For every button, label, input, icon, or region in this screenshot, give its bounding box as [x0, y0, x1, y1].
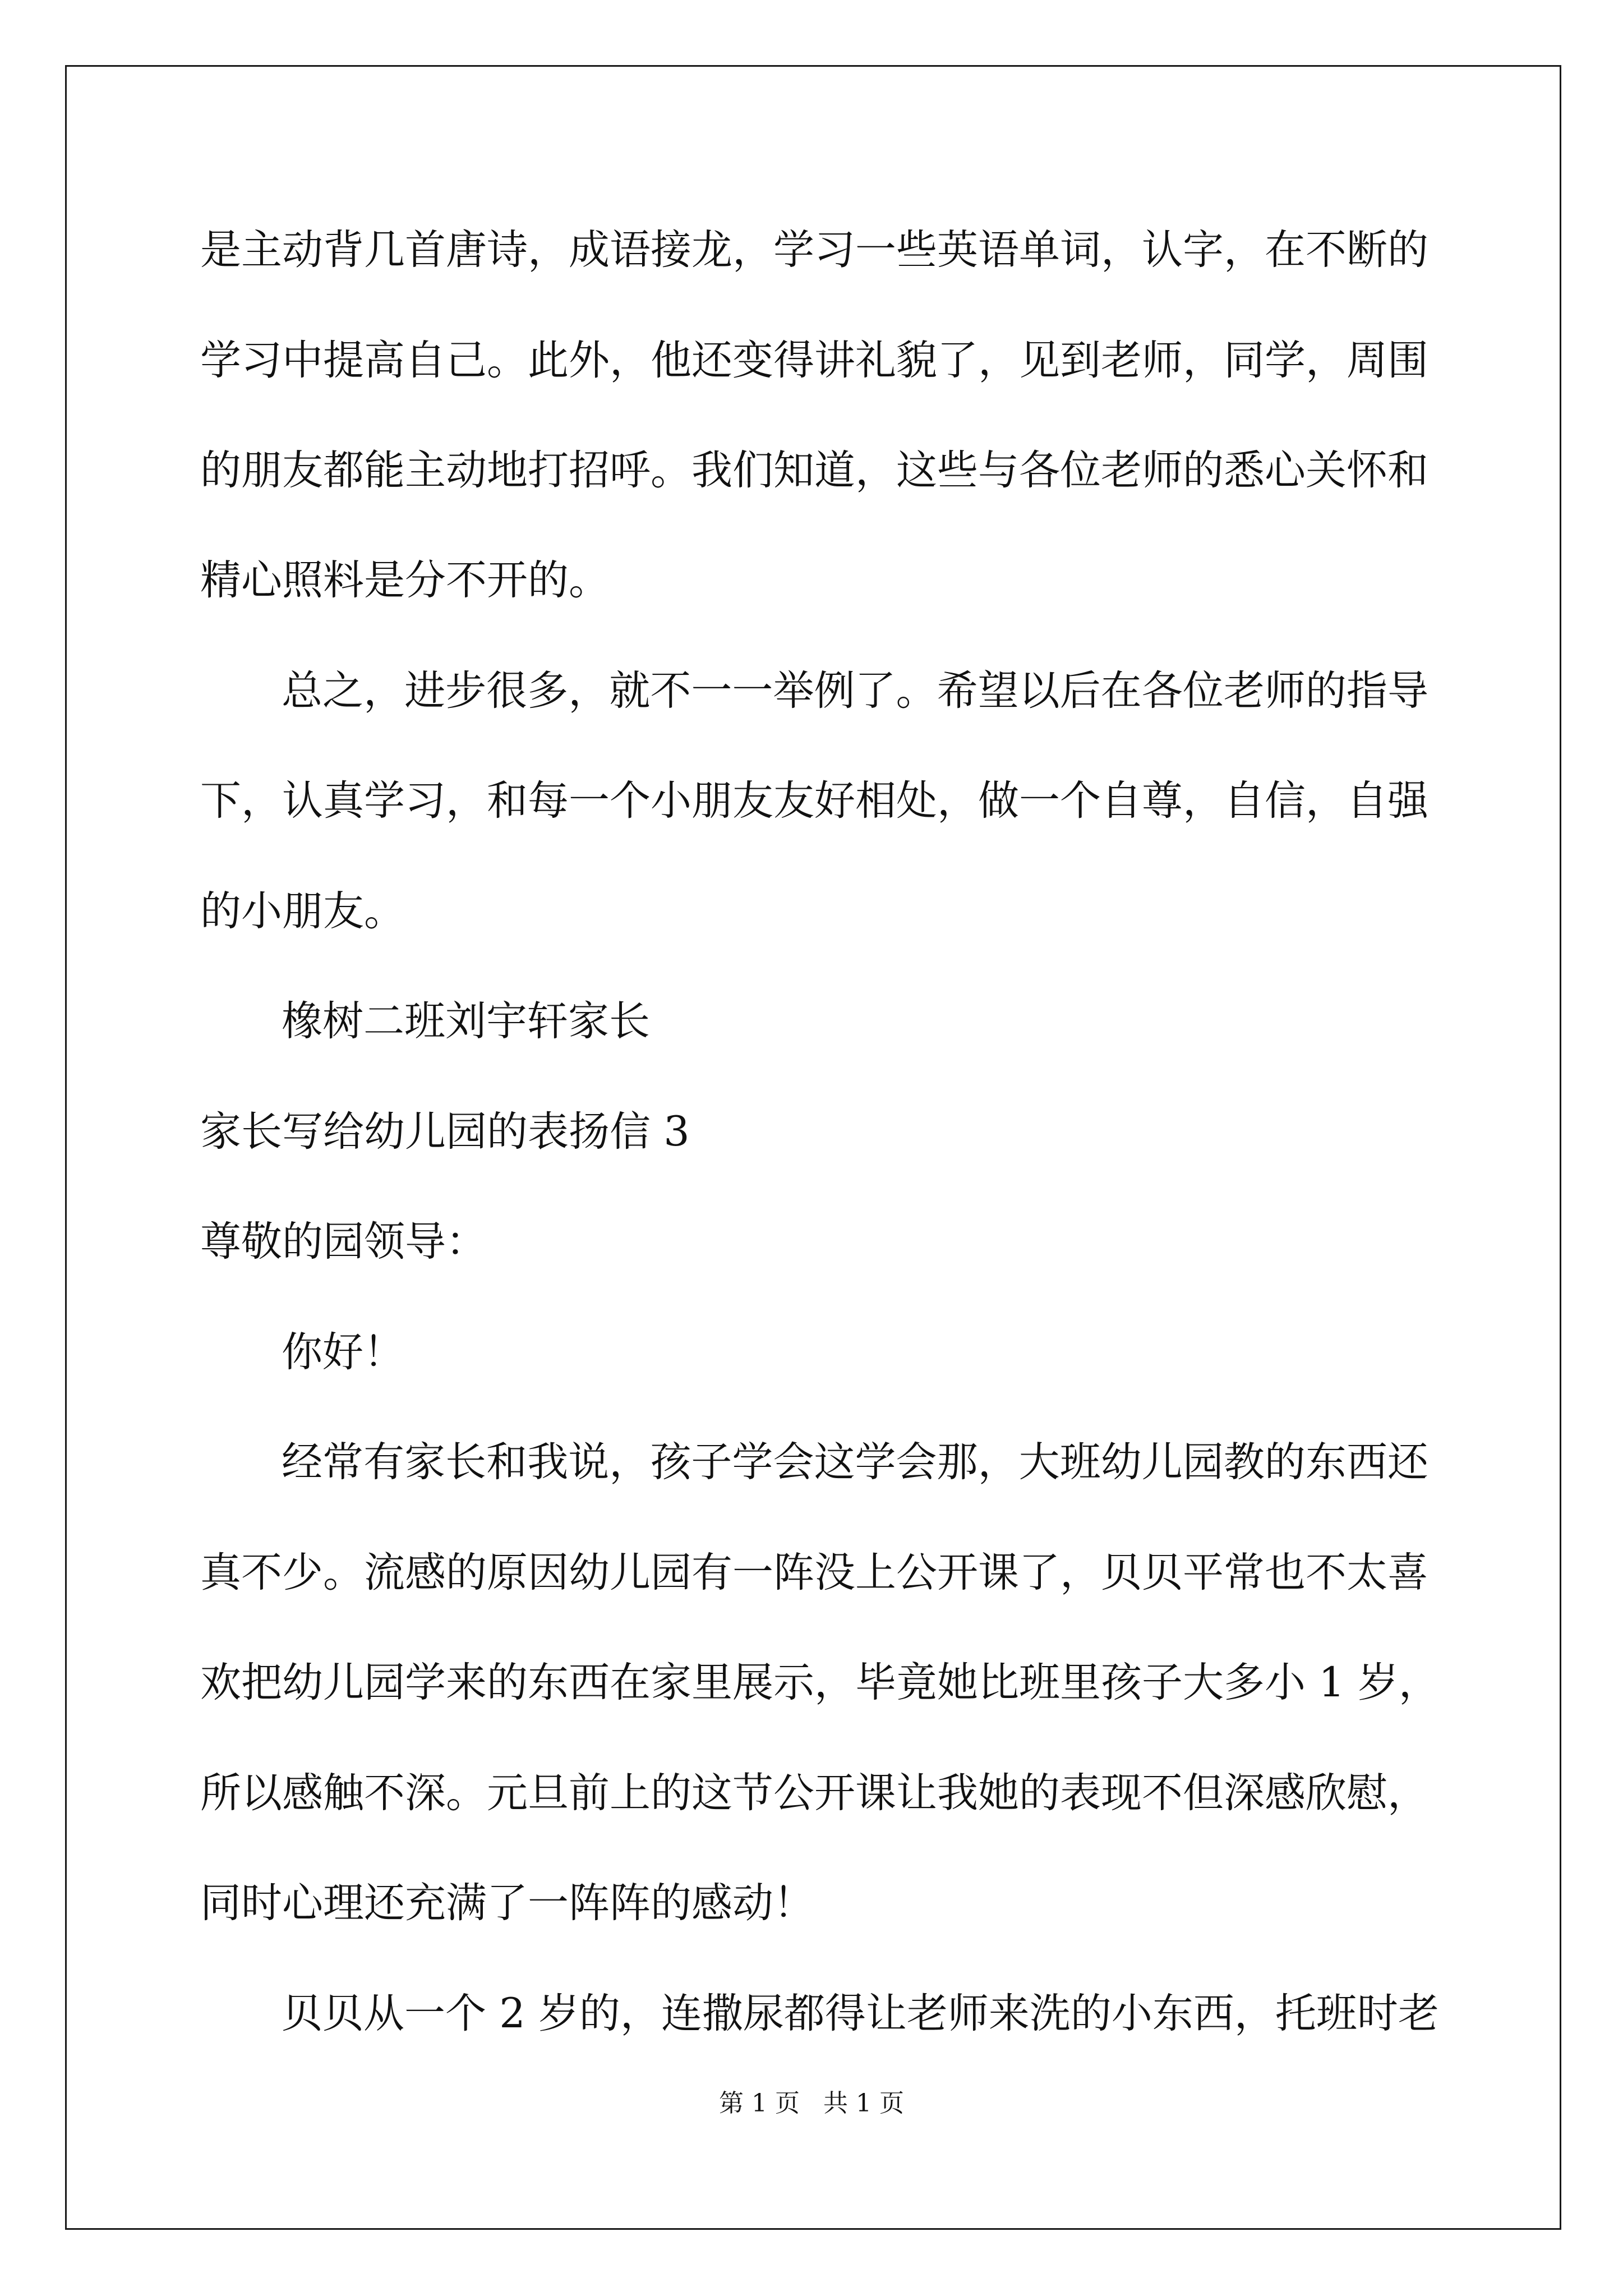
text-line: 是主动背几首唐诗，成语接龙，学习一些英语单词，认字，在不断的 [200, 226, 1428, 274]
signature-line: 橡树二班刘宇轩家长 [282, 997, 650, 1045]
text-line: 精心照料是分不开的。 [200, 556, 610, 604]
greeting: 你好！ [282, 1328, 404, 1376]
text-line: 下，认真学习，和每一个小朋友友好相处，做一个自尊，自信，自强 [200, 777, 1428, 825]
text-line: 欢把幼儿园学来的东西在家里展示，毕竟她比班里孩子大多小 1 岁， [200, 1659, 1440, 1706]
text-line: 的朋友都能主动地打招呼。我们知道，这些与各位老师的悉心关怀和 [200, 447, 1428, 494]
text-line: 同时心理还充满了一阵阵的感动！ [200, 1879, 814, 1927]
text-line: 经常有家长和我说，孩子学会这学会那，大班幼儿园教的东西还 [282, 1438, 1428, 1486]
text-line: 总之，进步很多，就不一一举例了。希望以后在各位老师的指导 [282, 667, 1428, 715]
salutation: 尊敬的园领导： [200, 1218, 487, 1266]
text-line: 所以感触不深。元旦前上的这节公开课让我她的表现不但深感欣慰， [200, 1769, 1428, 1817]
letter-title: 家长写给幼儿园的表扬信 3 [200, 1108, 690, 1156]
text-line: 的小朋友。 [200, 887, 405, 935]
page-footer: 第 1 页 共 1 页 [719, 2089, 904, 2118]
text-line: 贝贝从一个 2 岁的，连撒尿都得让老师来洗的小东西，托班时老 [282, 1990, 1439, 2037]
text-line: 真不少。流感的原因幼儿园有一阵没上公开课了，贝贝平常也不太喜 [200, 1549, 1428, 1596]
text-line: 学习中提高自己。此外，他还变得讲礼貌了，见到老师，同学，周围 [200, 337, 1428, 384]
